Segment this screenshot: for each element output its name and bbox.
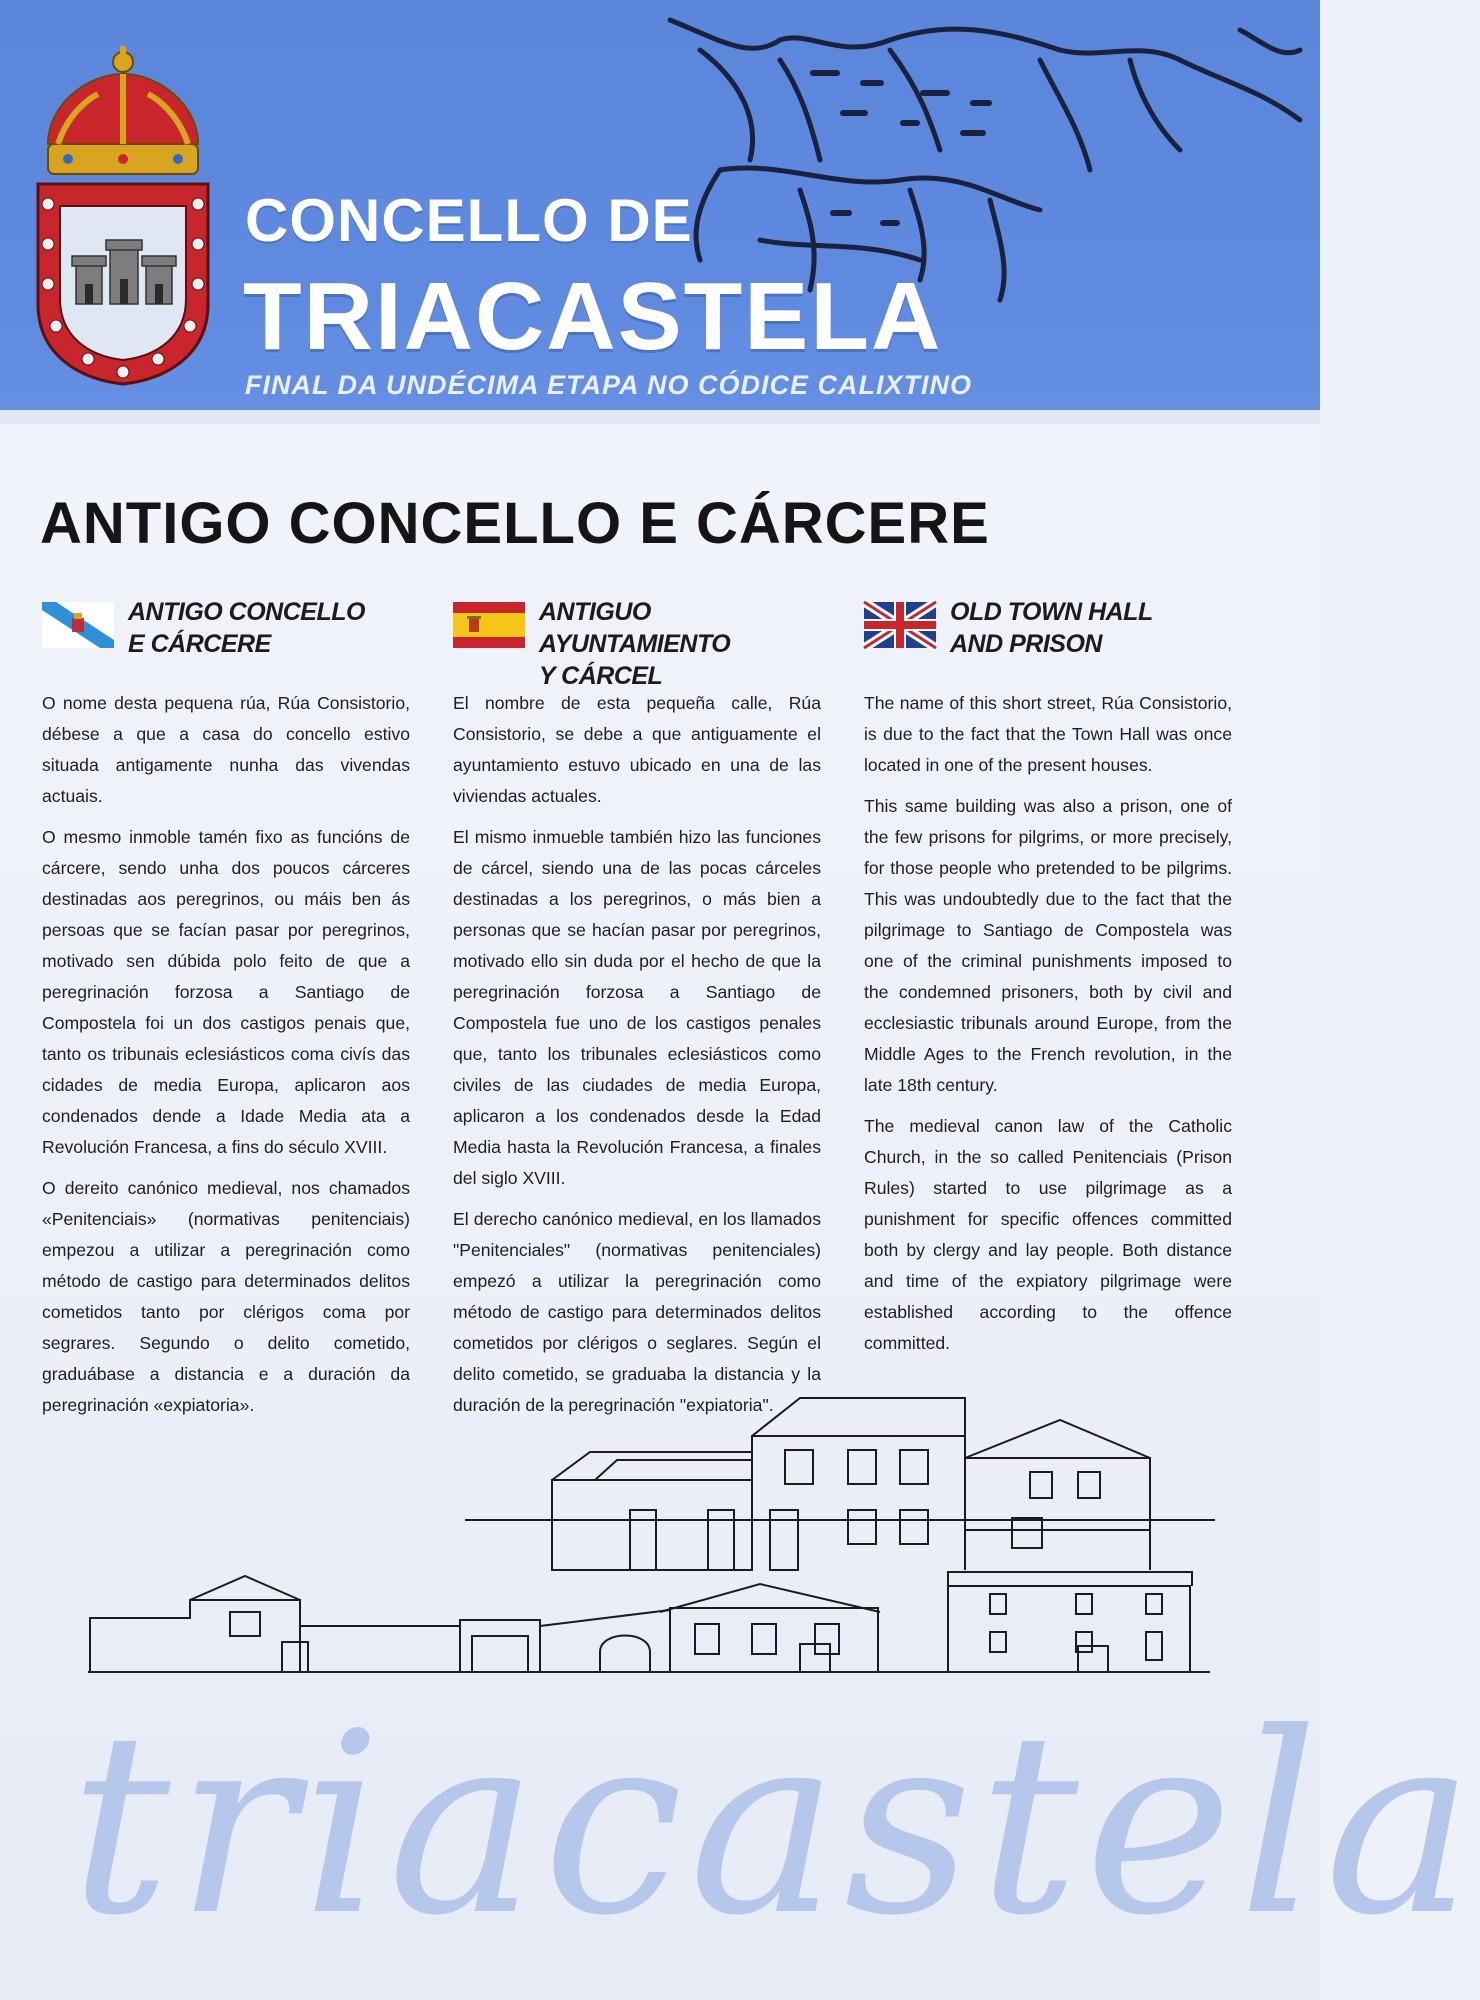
main-heading: ANTIGO CONCELLO E CÁRCERE	[40, 491, 990, 556]
header-divider	[0, 410, 1320, 424]
galician-paragraph-3: O dereito canónico medieval, nos chamados «Penitenciais» (normativas penitenciais) empezou a utilizar a peregrinación como método de castigo para determinados delitos cometidos tanto por clérigos coma por segrares. Segundo o delito cometido, graduábase a distancia e a duración da peregrinación «expiatoria».	[42, 1178, 410, 1415]
english-paragraph-1: The name of this short street, Rúa Consistorio, is due to the fact that the Town Hall was once located in one of the present houses.	[864, 693, 1232, 775]
galician-column-header	[42, 590, 410, 670]
galician-paragraph-2: O mesmo inmoble tamén fixo as funcións de cárcere, sendo unha dos poucos cárceres destinadas aos peregrinos, ou máis ben ás persoas que se facían pasar por peregrinos, motivado sen dúbida polo feito de que a peregrinación forzosa a Santiago de Compostela foi un dos castigos penais que, tanto os tribunais eclesiásticos coma civís das cidades de media Europa, aplicaron aos condenados dende a Idade Media ata a Revolución Francesa, a fins do século XVIII.	[42, 827, 410, 1157]
english-title-line1: OLD TOWN HALL	[950, 598, 1153, 626]
spanish-paragraph-3: El derecho canónico medieval, en los llamados "Penitenciales" (normativas penitenciales) empezó a utilizar la peregrinación como método de castigo para determinados delitos cometidos por clérigos o seglares. Según el delito cometido, se graduaba la distancia y la duración de la peregrinación "expiatoria".	[453, 1209, 821, 1415]
spanish-title-line2: Y CÁRCEL	[539, 662, 663, 690]
spanish-body-text	[453, 688, 821, 1421]
header-subtitle: FINAL DA UNDÉCIMA ETAPA NO CÓDICE CALIXTINO	[245, 370, 972, 400]
spanish-column	[453, 590, 821, 1431]
coat-of-arms-icon	[28, 44, 218, 394]
english-title-line2: AND PRISON	[950, 630, 1102, 658]
spanish-column-header	[453, 590, 821, 690]
triacastela-watermark: triacastela	[70, 1679, 1480, 1970]
header-band	[0, 0, 1320, 420]
spanish-flag-icon	[453, 602, 525, 648]
galician-column-title	[128, 596, 365, 660]
spanish-paragraph-1: El nombre de esta pequeña calle, Rúa Consistorio, se debe a que antiguamente el ayuntamiento estuvo ubicado en una de las viviendas actuales.	[453, 693, 821, 806]
english-column-header	[864, 590, 1232, 670]
spanish-column-title	[539, 596, 821, 692]
header-title-line2: TRIACASTELA	[243, 263, 943, 370]
english-column-title	[950, 596, 1153, 660]
galician-flag-icon	[42, 602, 114, 648]
header-title-line1: CONCELLO DE	[245, 187, 693, 254]
spanish-title-line1: ANTIGUO AYUNTAMIENTO	[539, 598, 731, 658]
english-body-text	[864, 688, 1232, 1359]
galician-title-line2: E CÁRCERE	[128, 630, 271, 658]
spanish-paragraph-2: El mismo inmueble también hizo las funciones de cárcel, siendo una de las pocas cárceles destinadas a los peregrinos, o más bien a personas que se hacían pasar por peregrinos, motivado ello sin duda por el hecho de que la peregrinación forzosa a Santiago de Compostela fue uno de los castigos penales que, tanto los tribunales eclesiásticos como civiles de las ciudades de media Europa, aplicaron a los condenados desde la Edad Media hasta la Revolución Francesa, a finales del siglo XVIII.	[453, 827, 821, 1188]
english-column	[864, 590, 1232, 1369]
galician-title-line1: ANTIGO CONCELLO	[128, 598, 365, 626]
uk-flag-icon	[864, 602, 936, 648]
galician-column	[42, 590, 410, 1431]
galician-body-text	[42, 688, 410, 1421]
english-paragraph-2: This same building was also a prison, one of the few prisons for pilgrims, or more precisely, for those people who pretended to be pilgrims. This was undoubtedly due to the fact that the pilgrimage to Santiago de Compostela was one of the criminal punishments imposed to the condemned prisoners, both by civil and ecclesiastic tribunals around Europe, from the Middle Ages to the French revolution, in the late 18th century.	[864, 796, 1232, 1095]
english-paragraph-3: The medieval canon law of the Catholic Church, in the so called Penitenciais (Prison Rules) started to use pilgrimage as a punishment for specific offences committed both by clergy and lay people. Both distance and time of the expiatory pilgrimage were established according to the offence committed.	[864, 1116, 1232, 1353]
galician-paragraph-1: O nome desta pequena rúa, Rúa Consistorio, débese a que a casa do concello estivo situada antigamente nunha das vivendas actuais.	[42, 693, 410, 806]
